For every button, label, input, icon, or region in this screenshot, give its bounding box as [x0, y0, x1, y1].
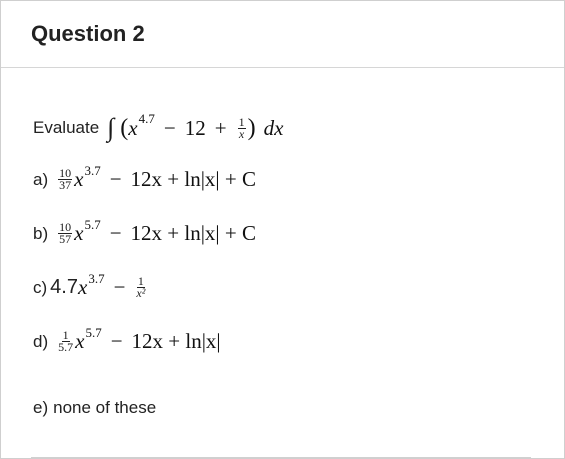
integrand-dx: dx [263, 115, 284, 140]
option-d[interactable]: d) $\frac{1}{5.7}$ x 5.7 − 12x + ln|x| [33, 324, 221, 354]
divider [31, 457, 531, 458]
question-title: Question 2 [31, 21, 145, 46]
integrand-fraction: $\frac{1}{x}$ [238, 114, 245, 141]
option-b[interactable]: b) $\frac{10}{57}$ x 5.7 − 12x + ln|x| + C [33, 216, 256, 246]
option-e[interactable]: e) none of these [33, 398, 157, 417]
question-prompt: Evaluate ∫ ( x 4.7 − 12 + $\frac{1}{x}$ ) dx [33, 111, 284, 142]
integrand-exp: 4.7 [138, 111, 155, 126]
integrand-const: 12 [184, 115, 206, 140]
integrand-x: x [128, 115, 138, 140]
question-header [1, 1, 564, 68]
question-body [1, 68, 564, 458]
option-c[interactable]: c) 4.7 x 3.7 − $\frac{1}{\text{x²}}$ [33, 270, 146, 300]
option-a[interactable]: a) $\frac{10}{37}$ x 3.7 − 12x + ln|x| + C [33, 162, 256, 192]
prompt-text: Evaluate [33, 118, 100, 137]
